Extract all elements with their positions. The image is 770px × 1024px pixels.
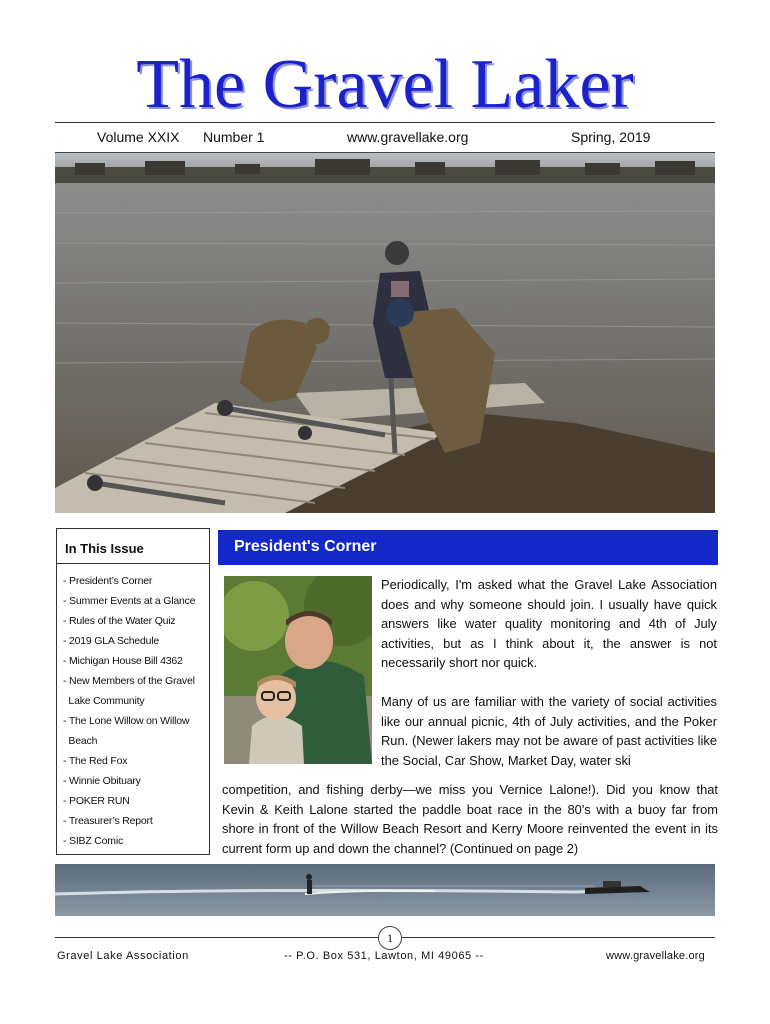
waterski-photo xyxy=(55,864,715,916)
article-paragraph-1: Periodically, I'm asked what the Gravel Lake Association does and why someone should join. I usually have quick answers like water quality monitoring and 4th of July activities, but as I think about it, the answer is not necessarily short nor quick. xyxy=(381,577,717,670)
footer-website: www.gravellake.org xyxy=(606,950,705,962)
issue-info-bar xyxy=(55,122,715,147)
toc-item: - President’s Corner xyxy=(63,575,153,587)
toc-item: - POKER RUN xyxy=(63,795,130,807)
volume-label: Volume XXIX xyxy=(97,129,180,145)
dock-installation-image xyxy=(55,153,715,513)
sidebar-divider xyxy=(57,563,209,564)
toc-item: - Winnie Obituary xyxy=(63,775,141,787)
hero-photo xyxy=(55,152,715,513)
toc-item: Lake Community xyxy=(63,695,145,707)
toc-item: - Treasurer’s Report xyxy=(63,815,153,827)
page-number: 1 xyxy=(378,926,402,950)
toc-item: - The Red Fox xyxy=(63,755,128,767)
footer-organization: Gravel Lake Association xyxy=(57,950,189,962)
toc-item: Beach xyxy=(63,735,98,747)
number-label: Number 1 xyxy=(203,129,265,145)
toc-item: - Summer Events at a Glance xyxy=(63,595,196,607)
footer-address: -- P.O. Box 531, Lawton, MI 49065 -- xyxy=(284,950,484,962)
toc-item: - SIBZ Comic xyxy=(63,835,124,847)
masthead-title: The Gravel Laker xyxy=(136,46,634,123)
toc-list xyxy=(63,571,209,851)
article-paragraph-2-continued: competition, and fishing derby—we miss you Vernice Lalone!). Did you know that Kevin & Keith Lalone started the paddle boat race in the 80's with a buoy far from shore in front of the Willow Beach Resort and Kerry Moore reinvented the event in its current form up and down the channel? (Continued on page 2) xyxy=(222,782,718,856)
toc-item: - New Members of the Gravel xyxy=(63,675,195,687)
season-label: Spring, 2019 xyxy=(571,129,651,145)
in-this-issue-heading: In This Issue xyxy=(65,541,144,556)
toc-item: - Rules of the Water Quiz xyxy=(63,615,176,627)
website-label: www.gravellake.org xyxy=(347,129,469,145)
waterski-image xyxy=(55,864,715,916)
article-paragraph-2-intro: Many of us are familiar with the variety of social activities like our annual picnic, 4th of July activities, and the Poker Run. (Newer lakers may not be aware of past activities like the Social, Car Show, Market Day, water ski xyxy=(381,694,717,768)
presidents-corner-heading: President's Corner xyxy=(234,538,377,555)
toc-item: - Michigan House Bill 4362 xyxy=(63,655,183,667)
in-this-issue-box xyxy=(56,528,210,855)
portrait-image xyxy=(224,576,372,764)
presidents-corner-banner xyxy=(218,530,718,565)
president-portrait-photo xyxy=(224,576,372,764)
toc-item: - 2019 GLA Schedule xyxy=(63,635,160,647)
toc-item: - The Lone Willow on Willow xyxy=(63,715,190,727)
